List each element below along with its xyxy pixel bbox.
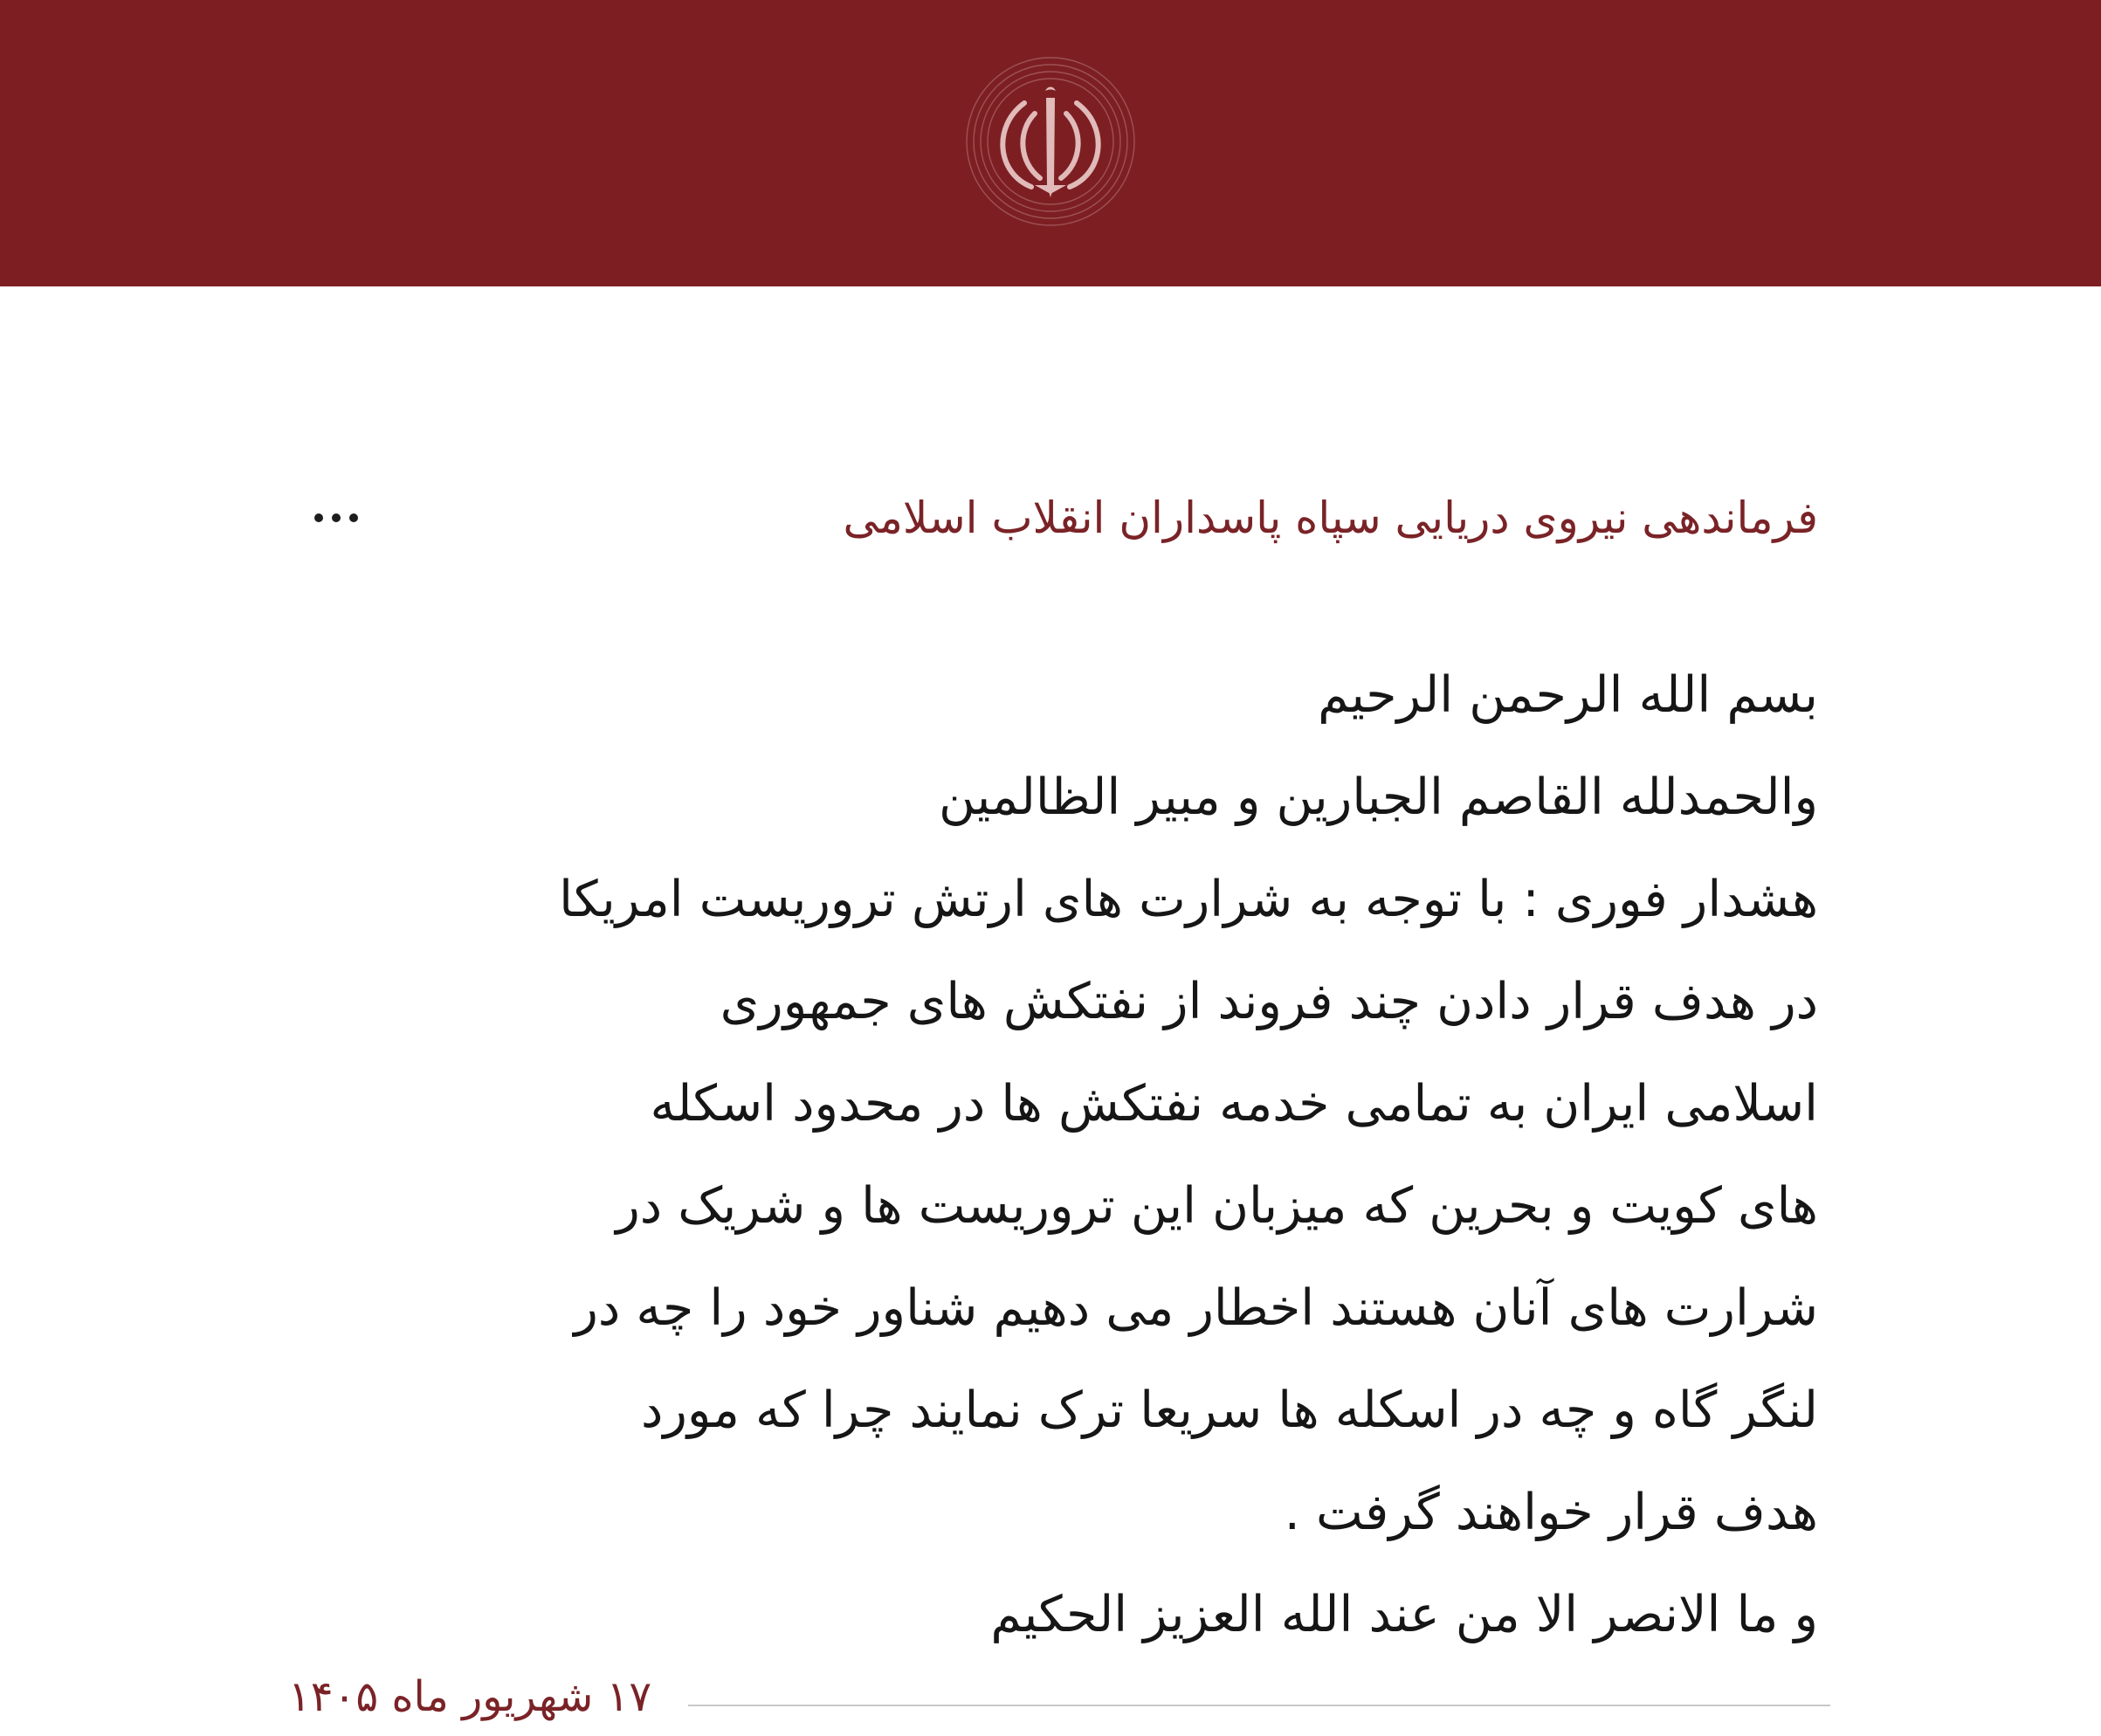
footer-divider [688, 1705, 1830, 1706]
header-band [0, 0, 2101, 286]
title-row [288, 479, 1818, 557]
more-horizontal-icon [332, 513, 341, 522]
statement-date: ۱۷ شهریور ماه ۱۴۰۵ [288, 1672, 652, 1721]
footer-row [288, 1657, 1830, 1736]
organization-title: فرماندهی نیروی دریایی سپاه پاسداران انقلاب اسلامی [843, 493, 1818, 543]
statement-line: و ما الانصر الا من عند الله العزیز الحکیم [990, 1586, 1818, 1643]
statement-line: لنگر گاه و چه در اسکله ها سریعا ترک نمایند چرا که مورد [641, 1381, 1818, 1439]
statement-line: والحمدلله القاصم الجبارین و مبیر الظالمین [938, 768, 1818, 826]
statement-line: در هدف قرار دادن چند فروند از نفتکش های جمهوری [720, 973, 1818, 1030]
more-options-button[interactable] [288, 487, 384, 548]
more-horizontal-icon [314, 513, 323, 522]
statement-line: شرارت های آنان هستند اخطار می دهیم شناور خود را چه در [574, 1279, 1818, 1337]
iran-emblem-icon [963, 54, 1138, 229]
more-horizontal-icon [349, 513, 358, 522]
statement-line: هشدار فوری : با توجه به شرارت های ارتش تروریست امریکا [559, 871, 1818, 928]
statement-line: هدف قرار خواهند گرفت . [1284, 1484, 1818, 1541]
statement-line: اسلامی ایران به تمامی خدمه نفتکش ها در محدود اسکله [650, 1075, 1818, 1133]
statement-line: های کویت و بحرین که میزبان این تروریست ها و شریک در [616, 1177, 1818, 1235]
statement-body [288, 644, 1818, 1666]
statement-line: بسم الله الرحمن الرحیم [1318, 666, 1818, 724]
